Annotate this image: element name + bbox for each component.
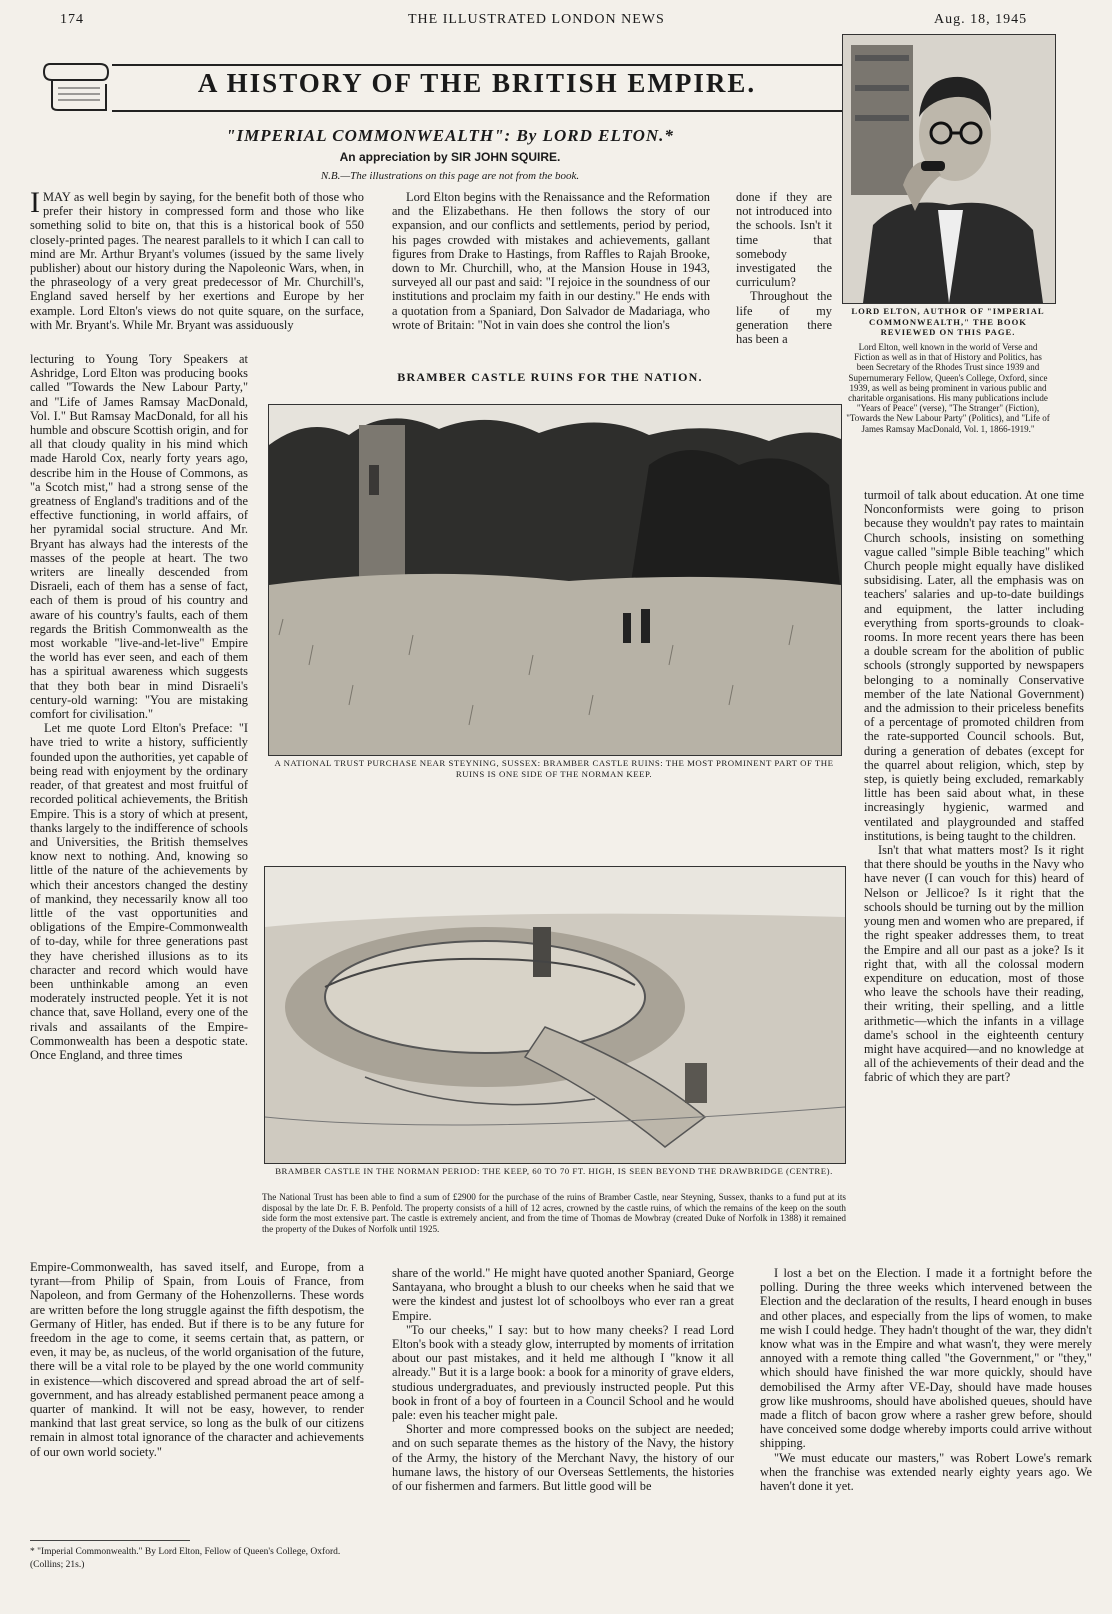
issue-date: Aug. 18, 1945 (934, 12, 1028, 27)
running-head (0, 10, 1112, 32)
column-2-bottom (392, 1266, 734, 1556)
portrait-caption-title: LORD ELTON, AUTHOR OF "IMPERIAL COMMONWEALTH," THE BOOK REVIEWED ON THIS PAGE. (851, 306, 1045, 337)
col4-paragraph-1: turmoil of talk about education. At one time Nonconformists were going to prison because they wouldn't pay rates to maintain Church schools, insisting on something vague called "simple Bible teaching" which Church people might equally have disliked subsidising. Later, all the emphasis was on teachers' salaries and up-to-date buildings and equipment, the latter including everything from sports-grounds to cloak-rooms. In more recent years there has been a double scream for the abolition of public schools (strongly supported by newspapers belonging to a nominally Conservative member of the late National Government) and the admission to their priceless benefits of a percentage of promoted children from the rate-supported Council schools. But, during a generation of debates (except for the quarrel about religion, which, step by step, is quietly being excluded, remarkably little has been said about what, in these increasingly hygienic, warmed and ventilated and playgrounded and staffed institutions, is being taught to the children. (864, 488, 1084, 843)
col1-paragraph-2b: Empire-Commonwealth, has saved itself, and Europe, from a tyrant—from Philip of Spain, from Louis of France, from Napoleon, and from Germany of the Hohenzollerns. These words are written before the long struggle against the fifth despotism, the Germany of Hitler, has ended. But if there is to be any future for freedom in the age to come, it seems certain that, as pattern, or even, it may be, as nucleus, of the world organisation of the future, there will be a vital role to be played by the one world community in existence—which discovered and spread abroad the art of self-government, and has already established permanent peace among a quarter of mankind. It will not be easy, however, to render mankind that last great service, so long as the bulk of our citizens remain in almost total ignorance of the character and achievements of our own world society." (30, 1260, 364, 1459)
column-2-top (392, 190, 710, 350)
castle-ruins-caption: A NATIONAL TRUST PURCHASE NEAR STEYNING, SUSSEX: BRAMBER CASTLE RUINS: THE MOST PROMINENT PART OF THE RUINS IS ONE SIDE OF THE NORMAN KEEP. (274, 758, 834, 779)
byline: An appreciation by SIR JOHN SQUIRE. (339, 150, 561, 164)
col1-paragraph-1b: lecturing to Young Tory Speakers at Ashridge, Lord Elton was producing books called "Towards the New Labour Party," and "Life of James Ramsay MacDonald, Vol. I." But Ramsay MacDonald, for all his humble and obscure Scottish origin, and for all that cloudy quality in his mind which made Harold Cox, nearly forty years ago, describe him in the House of Commons, as "a Scotch mist," had a strong sense of the greatness of England's traditions and of the effective functioning, in world affairs, of her pyramidal social structure. And Mr. Bryant has always had the interests of the masses of the people at heart. The two writers are lineally descended from Disraeli, each of them has a sense of fact, each of them is proud of his country and aware of his country's faults, each of them regards the British Commonwealth as the most workable "live-and-let-live" Empire the world has ever seen, and each of them has a spiritual awareness which suggests that they both bear in mind Disraeli's century-old warning: "You are mistaking comfort for civilisation." (30, 352, 248, 722)
drop-cap: I (30, 190, 40, 219)
col1-paragraph-2: Let me quote Lord Elton's Preface: "I have tried to write a history, sufficiently founded upon the authorities, yet capable of being read with enjoyment by the ordinary reader, of that greatest and most fruitful of recorded political achievements, the British Empire. This is a story of which at present, thanks largely to the indifference of schools and Universities, the British themselves know next to nothing. And, knowing so little of the nature of the achievements by which their ancestors changed the destiny of mankind, they necessarily know all too little of the vast opportunities and obligations of the Empire-Commonwealth of to-day, while for three generations past they have cherished illusions as to its character and record which would have been unthinkable among an even moderately instructed people. Yet it is not chance that, save Holland, every one of the rivals and assailants of the Empire-Commonwealth has been a despotic state. Once England, and three times (30, 721, 248, 1062)
castle-norman-caption: BRAMBER CASTLE IN THE NORMAN PERIOD: THE KEEP, 60 TO 70 FT. HIGH, IS SEEN BEYOND THE DRAWBRIDGE (CENTRE). (275, 1166, 833, 1176)
headline-banner (42, 58, 842, 112)
col3-paragraph-2: Throughout the life of my generation there has been a (736, 289, 832, 347)
publication-name: THE ILLUSTRATED LONDON NEWS (408, 12, 665, 27)
column-1-narrow (30, 352, 248, 1178)
col3-paragraph-4: "We must educate our masters," was Robert Lowe's remark when the franchise was extended nearly eighty years ago. We haven't done it yet. (760, 1450, 1092, 1494)
col2-paragraph-2: share of the world." He might have quoted another Spaniard, George Santayana, who brought a blush to our cheeks when he said that we were the kindest and justest lot of schoolboys who ever ran a great Empire. (392, 1266, 734, 1323)
col3-paragraph-1: done if they are not introduced into the schools. Isn't it time that somebody investigated the curriculum? (736, 190, 832, 290)
castle-ruins-illustration (269, 405, 841, 755)
scroll-ornament-icon (42, 58, 110, 112)
column-1-bottom (30, 1260, 364, 1530)
column-3-top (736, 190, 832, 350)
col1-paragraph-1: MAY as well begin by saying, for the benefit both of those who prefer their history in compressed form and those who like something solid to bite on, that this is a historical book of 550 closely-printed pages. The nearest parallels to it which I can call to mind are Mr. Arthur Bryant's volumes (issued by the same lively publisher) about our history during the Napoleonic Wars, when, in the phraseology of a very great predecessor of Mr. Churchill's, England saved herself by her exertions and Europe by her example. Lord Elton's views do not quite square, on the surface, with Mr. Bryant's. While Mr. Bryant was assiduously (30, 190, 364, 332)
col4-paragraph-2: Isn't that what matters most? Is it right that there should be youths in the Navy who have never (I can vouch for this) heard of Nelson or Jellicoe? Is it right that the schools should be turning out by the million young men and women who are prepared, if the right speaker addresses them, to treat the Empire and all our past as a joke? Is it right that, with all the colossal modern expenditure on education, most of those who leave the schools have their reading, their writing, their spelling, and a little arithmetic—which the infants in a village dame's school in the eighteenth century might have acquired—and no knowledge at all of the achievements of their dead and the fabric of which they are part? (864, 843, 1084, 1085)
portrait-illustration (843, 35, 1055, 303)
portrait-caption-body: Lord Elton, well known in the world of Verse and Fiction as well as in that of History and Politics, has been Secretary of the Rhodes Trust since 1939 and Supernumerary Fellow, Queen's College, Oxford, since 1939, as well as being prominent in various public and charitable organisations. His many publications include "Years of Peace" (verse), "The Stranger" (Fiction), "Towards the New Labour Party" (Politics), and "Life of James Ramsay MacDonald, Vol. 1, 1866-1919." (846, 342, 1050, 434)
col2-paragraph-1: Lord Elton begins with the Renaissance and the Reformation and the Elizabethans. He then follows the story of our expansion, and our conflicts and settlements, period by period, his pages crowded with mistakes and achievements, gallant figures from Drake to Hastings, from Raffles to Rajah Brooke, down to Mr. Churchill, who, at the Mansion House in 1943, surveyed all our past and said: "I rejoice in the soundness of our institutions and proclaim my faith in our destiny." He ends with a quotation from a Spaniard, Don Salvador de Madariaga, who wrote of Britain: "Not in vain does she control the lion's (392, 190, 710, 332)
footnote: * "Imperial Commonwealth." By Lord Elton, Fellow of Queen's College, Oxford. (Collins; 21s.) (30, 1547, 341, 1570)
castle-norman-note: The National Trust has been able to find a sum of £2900 for the purchase of the ruins of Bramber Castle, near Steyning, Sussex, thanks to a fund put at its disposal by the late Dr. F. B. Penfold. The property consists of a hill of 12 acres, crowned by the castle ruins, of which the remains of the keep on the south side form the most extensive part. The castle is extremely ancient, and from the time of Thomas de Mowbray (created Duke of Norfolk in 1388) it remained the property of the Dukes of Norfolk until 1925. (262, 1192, 846, 1234)
col2-paragraph-4: Shorter and more compressed books on the subject are needed; and on such separate themes as the history of the Navy, the history of the Army, the history of the Merchant Navy, the history of our humane laws, the history of our Overseas Settlements, the histories of our fishermen and farmers. But little good will be (392, 1422, 734, 1494)
footnote-rule (30, 1540, 190, 1541)
portrait-photo (842, 34, 1056, 304)
castle-ruins-photo (268, 404, 842, 756)
col2-paragraph-3: "To our cheeks," I say: but to how many cheeks? I read Lord Elton's book with a steady glow, interrupted by moments of irritation about our past mistakes, and it held me although I "know it all already." But it is a large book: a book for a minority of grave elders, studious undergraduates, and previously instructed people. Put this book in front of a boy of fourteen in a Council School and he would pale: even his teacher might pale. (392, 1322, 734, 1423)
column-3-bottom (760, 1266, 1092, 1556)
book-title: "IMPERIAL COMMONWEALTH": By LORD ELTON.* (226, 126, 674, 145)
column-1-top (30, 190, 364, 350)
page-number: 174 (60, 12, 84, 27)
column-4 (864, 488, 1084, 1266)
headline: A HISTORY OF THE BRITISH EMPIRE. (197, 68, 757, 98)
section-heading: BRAMBER CASTLE RUINS FOR THE NATION. (397, 370, 703, 384)
castle-norman-drawing (264, 866, 846, 1164)
col3-paragraph-3: I lost a bet on the Election. I made it a fortnight before the polling. During the three weeks which intervened between the Election and the declaration of the results, I heard enough in buses and other places, and especially from the lips of women, to make me wish I could hedge. They hadn't thought of the war, they didn't know what was in the Empire and what wasn't, they were merely annoyed with a remote thing called "the Government," or "they," which should have finished the war more quickly, should have demobilised the Army after VE-Day, should have made houses grow like mushrooms, should have abolished queues, should have made a flitch of bacon grow where a rasher grew before, should have conceived some dodge whereby imports could arrive without shipping. (760, 1266, 1092, 1451)
castle-norman-illustration (265, 867, 845, 1163)
illustration-note: N.B.—The illustrations on this page are not from the book. (320, 170, 580, 182)
